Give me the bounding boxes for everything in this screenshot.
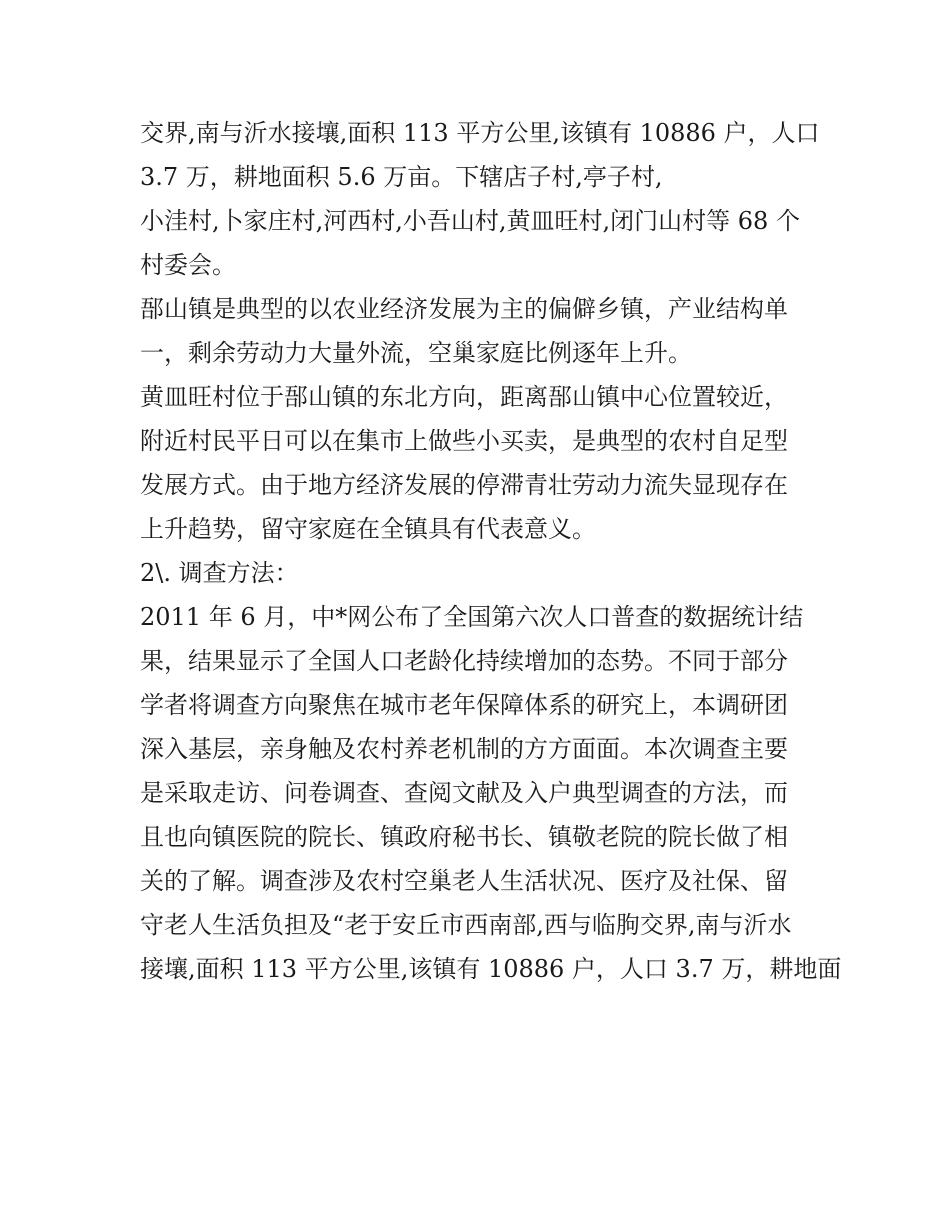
text-line: 学者将调查方向聚焦在城市老年保障体系的研究上，本调研团: [140, 691, 788, 719]
text-line: 3.7 万，耕地面积 5.6 万亩。下辖店子村,亭子村,: [140, 163, 663, 191]
text-line: 附近村民平日可以在集市上做些小买卖，是典型的农村自足型: [140, 427, 788, 455]
text-line: 村委会。: [140, 251, 236, 279]
text-line: 深入基层，亲身触及农村养老机制的方方面面。本次调查主要: [140, 735, 788, 763]
text-line: 且也向镇医院的院长、镇政府秘书长、镇敬老院的院长做了相: [140, 823, 788, 851]
text-line: 2011 年 6 月，中*网公布了全国第六次人口普查的数据统计结: [140, 603, 804, 631]
text-line: 果，结果显示了全国人口老龄化持续增加的态势。不同于部分: [140, 647, 788, 675]
document-body: [140, 111, 842, 991]
text-line: 黄皿旺村位于郚山镇的东北方向，距离郚山镇中心位置较近，: [140, 383, 788, 411]
text-line: 一，剩余劳动力大量外流，空巢家庭比例逐年上升。: [140, 339, 692, 367]
text-line: 关的了解。调查涉及农村空巢老人生活状况、医疗及社保、留: [140, 867, 788, 895]
text-line: 郚山镇是典型的以农业经济发展为主的偏僻乡镇，产业结构单: [140, 295, 788, 323]
section-heading: 2\. 调查方法：: [140, 559, 299, 587]
text-line: 小洼村,卜家庄村,河西村,小吾山村,黄皿旺村,闭门山村等 68 个: [140, 207, 800, 235]
text-line: 发展方式。由于地方经济发展的停滞青壮劳动力流失显现存在: [140, 471, 788, 499]
text-line: 是采取走访、问卷调查、查阅文献及入户典型调查的方法，而: [140, 779, 788, 807]
text-line: 上升趋势，留守家庭在全镇具有代表意义。: [140, 515, 596, 543]
text-line: 交界,南与沂水接壤,面积 113 平方公里,该镇有 10886 户，人口: [140, 119, 820, 147]
text-line: 守老人生活负担及“老于安丘市西南部,西与临朐交界,南与沂水: [140, 911, 792, 939]
text-line: 接壤,面积 113 平方公里,该镇有 10886 户，人口 3.7 万，耕地面: [140, 955, 842, 983]
